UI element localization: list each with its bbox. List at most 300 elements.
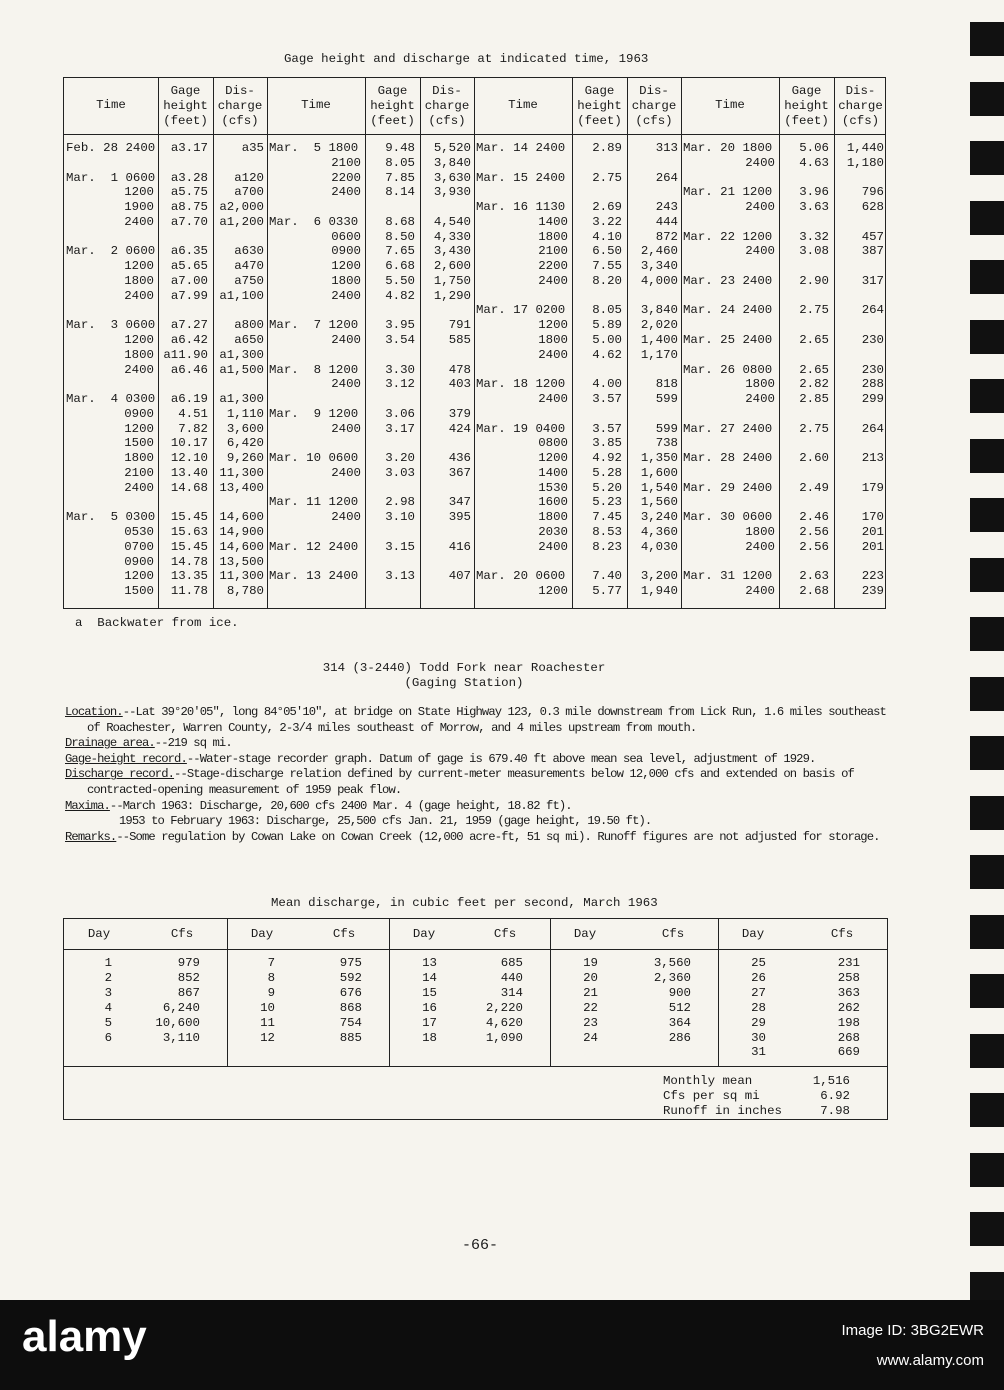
cfs-cell: 6,240 — [162, 1000, 200, 1015]
time-cell: 2400 — [124, 480, 154, 495]
page-number: -66- — [462, 1237, 499, 1254]
header-discharge: Dis- charge (cfs) — [424, 84, 470, 128]
time-cell: Mar. 2 0600 — [66, 244, 156, 259]
discharge-cell: 288 — [861, 377, 884, 392]
binding-mark — [970, 260, 1004, 294]
watermark-bar — [0, 1300, 1004, 1390]
gage-height-cell: 4.00 — [592, 377, 622, 392]
time-cell: Mar. 7 1200 — [269, 318, 359, 333]
discharge-cell: 11,300 — [219, 465, 264, 480]
gage-height-cell: 3.32 — [799, 229, 829, 244]
time-cell: 0900 — [124, 554, 154, 569]
time-cell: 2400 — [745, 539, 775, 554]
discharge-cell: 2,020 — [640, 318, 678, 333]
discharge-cell: 347 — [448, 495, 471, 510]
day-cell: 16 — [422, 1000, 437, 1015]
gage-height-cell: a6.46 — [170, 362, 208, 377]
gage-height-cell: 2.75 — [799, 421, 829, 436]
discharge-cell: 317 — [861, 273, 884, 288]
time-cell: 1200 — [124, 421, 154, 436]
discharge-cell: 403 — [448, 377, 471, 392]
time-cell: Mar. 11 1200 — [269, 495, 359, 510]
watermark-url: www.alamy.com — [876, 1352, 984, 1369]
day-cell: 21 — [583, 985, 598, 1000]
gage-height-cell: 5.77 — [592, 584, 622, 599]
gage-height-cell: 7.85 — [385, 170, 415, 185]
cfs-cell: 4,620 — [485, 1015, 523, 1030]
gage-height-cell: 4.82 — [385, 288, 415, 303]
cfs-cell: 363 — [837, 985, 860, 1000]
discharge-cell: 264 — [861, 421, 884, 436]
gage-height-cell: 8.68 — [385, 214, 415, 229]
cfs-cell: 669 — [837, 1045, 860, 1060]
summary-value: 6.92 — [820, 1088, 850, 1103]
discharge-cell: a1,200 — [219, 214, 264, 229]
time-cell: Mar. 16 1130 — [476, 200, 566, 215]
discharge-cell: 201 — [861, 539, 884, 554]
time-cell: 2400 — [124, 362, 154, 377]
discharge-cell: 1,560 — [640, 495, 678, 510]
gage-height-cell: 5.89 — [592, 318, 622, 333]
cfs-cell: 10,600 — [155, 1015, 200, 1030]
time-cell: 0800 — [538, 436, 568, 451]
gage-height-cell: a11.90 — [163, 347, 208, 362]
time-cell: Mar. 29 2400 — [683, 480, 773, 495]
discharge-cell: 416 — [448, 539, 471, 554]
discharge-cell: 179 — [861, 480, 884, 495]
gage-height-cell: 3.22 — [592, 214, 622, 229]
time-cell: 1200 — [538, 584, 568, 599]
time-cell: 2400 — [745, 244, 775, 259]
gage-height-cell: 7.40 — [592, 569, 622, 584]
discharge-cell: 367 — [448, 465, 471, 480]
station-title: 314 (3-2440) Todd Fork near Roachester — [322, 661, 606, 675]
discharge-cell: 3,630 — [433, 170, 471, 185]
cfs-cell: 268 — [837, 1030, 860, 1045]
time-cell: 1200 — [538, 318, 568, 333]
discharge-cell: 444 — [655, 214, 678, 229]
station-description — [65, 705, 895, 845]
binding-mark — [970, 498, 1004, 532]
discharge-cell: 1,540 — [640, 480, 678, 495]
time-cell: Mar. 10 0600 — [269, 451, 359, 466]
binding-mark — [970, 915, 1004, 949]
time-cell: 0900 — [124, 406, 154, 421]
paragraph-label: Gage-height record. — [65, 751, 187, 766]
cfs-cell: 685 — [500, 956, 523, 970]
time-cell: Mar. 26 0800 — [683, 362, 773, 377]
discharge-cell: a800 — [234, 318, 264, 333]
time-cell: 1800 — [124, 273, 154, 288]
time-cell: 2400 — [538, 347, 568, 362]
discharge-cell: 1,290 — [433, 288, 471, 303]
discharge-cell: 796 — [861, 185, 884, 200]
gage-height-cell: a5.75 — [170, 185, 208, 200]
header-cfs: Cfs — [332, 927, 356, 941]
gage-height-cell: 3.54 — [385, 333, 415, 347]
header-day: Day — [412, 927, 436, 941]
gage-height-cell: 3.06 — [385, 406, 415, 421]
time-cell: 2200 — [331, 170, 361, 185]
gage-height-cell: 3.95 — [385, 318, 415, 333]
time-cell: 1800 — [538, 510, 568, 525]
time-cell: 2400 — [124, 214, 154, 229]
day-cell: 23 — [583, 1015, 598, 1030]
cfs-cell: 975 — [339, 956, 362, 970]
header-discharge: Dis- charge (cfs) — [838, 84, 883, 128]
time-cell: Mar. 18 1200 — [476, 377, 566, 392]
discharge-cell: 1,440 — [846, 141, 884, 155]
cfs-cell: 3,110 — [162, 1030, 200, 1045]
header-discharge: Dis- charge (cfs) — [631, 84, 677, 128]
day-cell: 6 — [104, 1030, 112, 1045]
gage-height-cell: 14.78 — [170, 554, 208, 569]
discharge-cell: a1,300 — [219, 392, 264, 407]
time-cell: Mar. 9 1200 — [269, 406, 359, 421]
binding-mark — [970, 1212, 1004, 1246]
day-cell: 4 — [104, 1000, 112, 1015]
day-cell: 28 — [751, 1000, 766, 1015]
time-cell: 2400 — [538, 539, 568, 554]
summary-label: Runoff in inches — [663, 1103, 782, 1118]
header-gage-height: Gage height (feet) — [370, 84, 415, 128]
watermark-image-id: Image ID: 3BG2EWR — [841, 1322, 984, 1339]
cfs-cell: 885 — [339, 1030, 362, 1045]
discharge-cell: 387 — [861, 244, 884, 259]
discharge-cell: a2,000 — [219, 200, 264, 215]
time-cell: Mar. 8 1200 — [269, 362, 359, 377]
gage-height-cell: 8.50 — [385, 229, 415, 244]
gage-height-cell: a7.27 — [170, 318, 208, 333]
gage-height-cell: 11.78 — [170, 584, 208, 599]
gage-height-cell: 3.12 — [385, 377, 415, 392]
cfs-cell: 262 — [837, 1000, 860, 1015]
discharge-cell: 407 — [448, 569, 471, 584]
binding-mark — [970, 974, 1004, 1008]
discharge-cell: 3,840 — [433, 155, 471, 170]
binding-mark — [970, 1093, 1004, 1127]
header-cfs: Cfs — [493, 927, 517, 941]
gage-height-cell: 10.17 — [170, 436, 208, 451]
cfs-cell: 2,360 — [653, 970, 691, 985]
gage-height-cell: 3.13 — [385, 569, 415, 584]
column-divider — [474, 78, 475, 608]
time-cell: 1800 — [331, 273, 361, 288]
discharge-cell: 818 — [655, 377, 678, 392]
gage-height-cell: 7.45 — [592, 510, 622, 525]
time-cell: 2100 — [538, 244, 568, 259]
time-cell: 1200 — [124, 185, 154, 200]
gage-height-cell: a6.35 — [170, 244, 208, 259]
discharge-cell: 436 — [448, 451, 471, 466]
paragraph-location — [65, 705, 895, 736]
time-cell: 2400 — [745, 155, 775, 170]
paragraph-text: --Stage-discharge relation defined by current-meter measurements below 12,000 cfs and extended on basis of contracted-opening measurement of 1959 peak flow. — [87, 767, 854, 797]
gage-height-cell: 2.60 — [799, 451, 829, 466]
discharge-cell: 872 — [655, 229, 678, 244]
day-cell: 3 — [104, 985, 112, 1000]
paragraph-label: Maxima. — [65, 798, 110, 813]
discharge-cell: 264 — [861, 303, 884, 318]
time-cell: Feb. 28 2400 — [66, 141, 156, 155]
discharge-cell: 1,400 — [640, 333, 678, 347]
time-cell: Mar. 31 1200 — [683, 569, 773, 584]
time-cell: Mar. 14 2400 — [476, 141, 566, 155]
gage-height-cell: 3.10 — [385, 510, 415, 525]
discharge-cell: 3,600 — [226, 421, 264, 436]
discharge-cell: 230 — [861, 333, 884, 347]
day-cell: 14 — [422, 970, 437, 985]
discharge-cell: a700 — [234, 185, 264, 200]
paragraph-label: Drainage area. — [65, 736, 155, 751]
discharge-cell: 395 — [448, 510, 471, 525]
day-cell: 15 — [422, 985, 437, 1000]
gage-height-cell: 8.05 — [385, 155, 415, 170]
discharge-cell: 201 — [861, 525, 884, 540]
gage-height-cell: 2.65 — [799, 333, 829, 347]
paragraph-maxima — [65, 799, 895, 830]
day-cell: 9 — [267, 985, 275, 1000]
time-cell: 2400 — [331, 185, 361, 200]
time-cell: Mar. 12 2400 — [269, 539, 359, 554]
binding-mark — [970, 796, 1004, 830]
discharge-cell: 5,520 — [433, 141, 471, 155]
time-cell: Mar. 13 2400 — [269, 569, 359, 584]
gage-height-cell: 8.53 — [592, 525, 622, 540]
gage-height-cell: 9.48 — [385, 141, 415, 155]
gage-height-cell: 3.63 — [799, 200, 829, 215]
gage-height-cell: 3.85 — [592, 436, 622, 451]
time-cell: 1400 — [538, 214, 568, 229]
binding-mark — [970, 1034, 1004, 1068]
gage-height-cell: 3.30 — [385, 362, 415, 377]
day-cell: 1 — [104, 956, 112, 970]
discharge-cell: 13,400 — [219, 480, 264, 495]
summary-label: Monthly mean — [663, 1074, 753, 1088]
time-cell: 1800 — [124, 347, 154, 362]
day-cell: 13 — [422, 956, 437, 970]
time-cell: Mar. 19 0400 — [476, 421, 566, 436]
gage-height-cell: a8.75 — [170, 200, 208, 215]
header-gage-height: Gage height (feet) — [577, 84, 622, 128]
discharge-cell: 1,750 — [433, 273, 471, 288]
gage-height-cell: 7.55 — [592, 259, 622, 274]
gage-height-cell: a3.17 — [170, 141, 208, 155]
time-cell: 2400 — [745, 200, 775, 215]
gage-height-cell: 2.75 — [592, 170, 622, 185]
discharge-cell: 3,340 — [640, 259, 678, 274]
time-cell: Mar. 27 2400 — [683, 421, 773, 436]
gage-height-cell: 12.10 — [170, 451, 208, 466]
discharge-cell: 14,600 — [219, 539, 264, 554]
time-cell: Mar. 3 0600 — [66, 318, 156, 333]
gage-height-cell: 8.20 — [592, 273, 622, 288]
discharge-cell: 4,030 — [640, 539, 678, 554]
discharge-cell: 2,600 — [433, 259, 471, 274]
discharge-cell: 243 — [655, 200, 678, 215]
cfs-cell: 512 — [668, 1000, 691, 1015]
discharge-cell: a470 — [234, 259, 264, 274]
time-cell: 1200 — [124, 259, 154, 274]
discharge-cell: 239 — [861, 584, 884, 599]
gage-height-cell: 3.15 — [385, 539, 415, 554]
gage-height-cell: 2.63 — [799, 569, 829, 584]
discharge-cell: 424 — [448, 421, 471, 436]
gage-height-cell: 6.68 — [385, 259, 415, 274]
discharge-cell: a1,500 — [219, 362, 264, 377]
gage-height-cell: 2.65 — [799, 362, 829, 377]
binding-mark — [970, 141, 1004, 175]
gage-height-cell: 13.40 — [170, 465, 208, 480]
day-cell: 18 — [422, 1030, 437, 1045]
time-cell: 1900 — [124, 200, 154, 215]
discharge-cell: 738 — [655, 436, 678, 451]
gage-height-cell: 2.68 — [799, 584, 829, 599]
cfs-cell: 198 — [837, 1015, 860, 1030]
day-cell: 11 — [260, 1015, 275, 1030]
discharge-cell: 299 — [861, 392, 884, 407]
gage-height-cell: 3.20 — [385, 451, 415, 466]
discharge-cell: 13,500 — [219, 554, 264, 569]
gage-height-cell: 2.49 — [799, 480, 829, 495]
time-cell: 1600 — [538, 495, 568, 510]
discharge-cell: 4,360 — [640, 525, 678, 540]
time-cell: Mar. 20 0600 — [476, 569, 566, 584]
gage-height-cell: 5.50 — [385, 273, 415, 288]
time-cell: Mar. 20 1800 — [683, 141, 773, 155]
binding-mark — [970, 22, 1004, 56]
gage-height-cell: 4.92 — [592, 451, 622, 466]
time-cell: 2100 — [124, 465, 154, 480]
binding-mark — [970, 617, 1004, 651]
watermark-logo: alamy — [22, 1312, 147, 1361]
cfs-cell: 900 — [668, 985, 691, 1000]
time-cell: 1800 — [124, 451, 154, 466]
gage-height-cell: 5.20 — [592, 480, 622, 495]
time-cell: Mar. 6 0330 — [269, 214, 359, 229]
time-cell: 0530 — [124, 525, 154, 540]
time-cell: 1530 — [538, 480, 568, 495]
time-cell: 1200 — [124, 569, 154, 584]
time-cell: Mar. 28 2400 — [683, 451, 773, 466]
gage-height-cell: a7.70 — [170, 214, 208, 229]
time-cell: Mar. 4 0300 — [66, 392, 156, 407]
paragraph-drainage-area — [65, 736, 895, 752]
binding-mark — [970, 82, 1004, 116]
time-cell: 2400 — [331, 510, 361, 525]
gage-height-cell: 2.90 — [799, 273, 829, 288]
binding-mark — [970, 379, 1004, 413]
gage-height-cell: 6.50 — [592, 244, 622, 259]
discharge-cell: a750 — [234, 273, 264, 288]
table2-title: Mean discharge, in cubic feet per second, March 1963 — [271, 896, 658, 910]
discharge-cell: 1,170 — [640, 347, 678, 362]
day-cell: 8 — [267, 970, 275, 985]
time-cell: 2400 — [745, 584, 775, 599]
day-cell: 19 — [583, 956, 598, 970]
time-cell: 1800 — [745, 377, 775, 392]
cfs-cell: 979 — [177, 956, 200, 970]
time-cell: Mar. 1 0600 — [66, 170, 156, 185]
time-cell: 2400 — [538, 392, 568, 407]
cfs-cell: 3,560 — [653, 956, 691, 970]
binding-mark — [970, 736, 1004, 770]
cfs-cell: 231 — [837, 956, 860, 970]
column-divider — [267, 78, 268, 608]
gage-height-cell: 3.08 — [799, 244, 829, 259]
time-cell: 2400 — [331, 377, 361, 392]
day-cell: 26 — [751, 970, 766, 985]
day-cell: 30 — [751, 1030, 766, 1045]
discharge-cell: 213 — [861, 451, 884, 466]
discharge-cell: a650 — [234, 333, 264, 347]
time-cell: 0600 — [331, 229, 361, 244]
cfs-cell: 314 — [500, 985, 523, 1000]
day-cell: 17 — [422, 1015, 437, 1030]
paragraph-extra: 1953 to February 1963: Discharge, 25,500 cfs Jan. 21, 1959 (gage height, 19.50 ft). — [119, 814, 652, 829]
time-cell: 0700 — [124, 539, 154, 554]
discharge-cell: 223 — [861, 569, 884, 584]
gage-height-cell: 15.45 — [170, 510, 208, 525]
discharge-cell: 9,260 — [226, 451, 264, 466]
day-cell: 20 — [583, 970, 598, 985]
paragraph-label: Remarks. — [65, 829, 117, 844]
time-cell: 1200 — [538, 451, 568, 466]
discharge-cell: 264 — [655, 170, 678, 185]
header-day: Day — [250, 927, 274, 941]
time-cell: 1800 — [745, 525, 775, 540]
gage-height-cell: 5.00 — [592, 333, 622, 347]
time-cell: 2200 — [538, 259, 568, 274]
gage-height-cell: 3.57 — [592, 421, 622, 436]
gage-height-cell: 14.68 — [170, 480, 208, 495]
gage-height-cell: 2.82 — [799, 377, 829, 392]
binding-mark — [970, 677, 1004, 711]
header-time: Time — [301, 98, 331, 112]
header-day: Day — [741, 927, 765, 941]
discharge-cell: a120 — [234, 170, 264, 185]
summary-value: 1,516 — [812, 1074, 850, 1088]
gage-height-cell: 5.06 — [799, 141, 829, 155]
header-day: Day — [87, 927, 111, 941]
time-cell: 1800 — [538, 333, 568, 347]
binding-mark — [970, 201, 1004, 235]
discharge-cell: 585 — [448, 333, 471, 347]
time-cell: 2400 — [538, 273, 568, 288]
paragraph-text: --March 1963: Discharge, 20,600 cfs 2400 Mar. 4 (gage height, 18.82 ft). — [109, 798, 572, 813]
gage-height-cell: 13.35 — [170, 569, 208, 584]
day-cell: 27 — [751, 985, 766, 1000]
header-day: Day — [573, 927, 597, 941]
header-time: Time — [508, 98, 538, 112]
discharge-cell: 3,930 — [433, 185, 471, 200]
gage-height-discharge-table — [63, 77, 886, 609]
day-cell: 29 — [751, 1015, 766, 1030]
paragraph-discharge-record — [65, 767, 895, 798]
cfs-cell: 592 — [339, 970, 362, 985]
binding-mark — [970, 439, 1004, 473]
gage-height-cell: a5.65 — [170, 259, 208, 274]
paragraph-label: Discharge record. — [65, 767, 175, 782]
header-gage-height: Gage height (feet) — [784, 84, 829, 128]
discharge-cell: 313 — [655, 141, 678, 155]
cfs-cell: 258 — [837, 970, 860, 985]
binding-mark — [970, 855, 1004, 889]
cfs-cell: 286 — [668, 1030, 691, 1045]
gage-height-cell: a3.28 — [170, 170, 208, 185]
header-discharge: Dis- charge (cfs) — [217, 84, 263, 128]
header-cfs: Cfs — [830, 927, 854, 941]
